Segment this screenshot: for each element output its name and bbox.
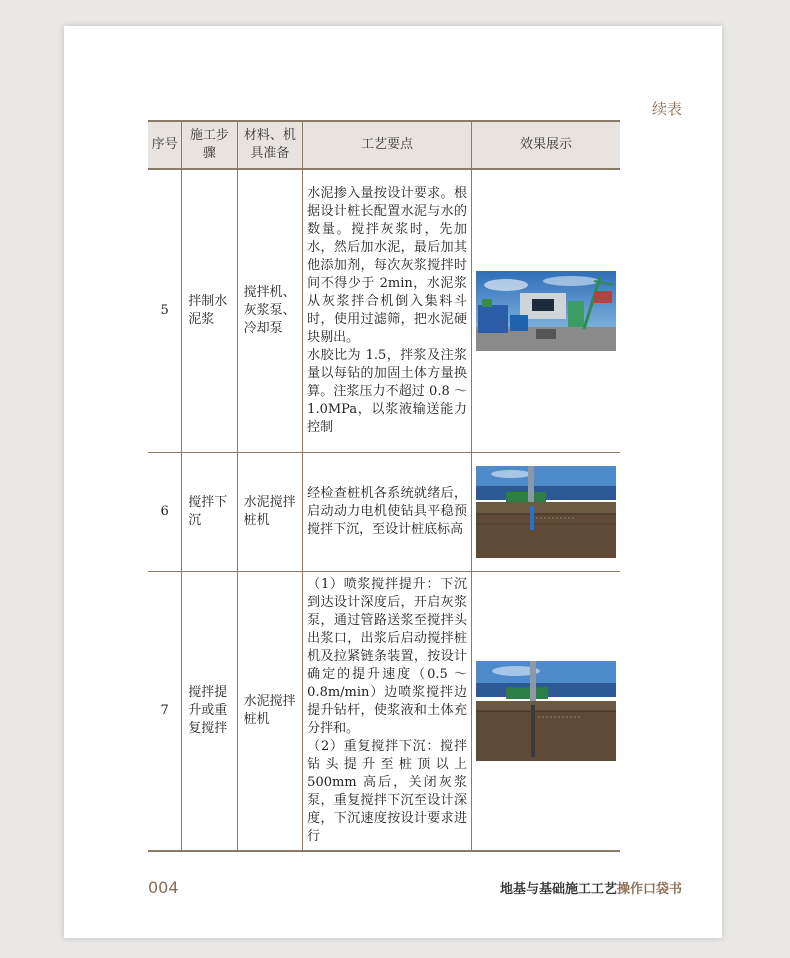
row-effect-image (471, 452, 620, 571)
book-title-main: 地基与基础施工工艺 (499, 882, 617, 897)
row-number: 6 (148, 452, 182, 571)
header-no: 序号 (148, 121, 182, 169)
page-number: 004 (148, 878, 179, 897)
row-step: 搅拌下沉 (182, 452, 237, 571)
header-step: 施工步骤 (182, 121, 237, 169)
row-effect-image (471, 169, 620, 452)
header-materials: 材料、机具准备 (237, 121, 303, 169)
row-key-points (303, 169, 472, 452)
key-point-paragraph: 经检查桩机各系统就绪后，启动动力电机使钻具平稳预搅拌下沉，至设计桩底标高 (307, 485, 467, 537)
key-point-paragraph: （1）喷浆搅拌提升：下沉到达设计深度后，开启灰浆泵，通过管路送浆至搅拌头出浆口，出浆后启动搅拌桩机及拉紧链条装置，按设计确定的提升速度（0.5 ～ 0.8m/min）边喷浆搅拌边提升钻杆，使浆液和土体充分拌和。 (307, 576, 467, 736)
key-point-paragraph: 水泥掺入量按设计要求。根据设计桩长配置水泥与水的数量。搅拌灰浆时，先加水，然后加水泥，最后加其他添加剂，每次灰浆搅拌时间不得少于 2min，水泥浆从灰浆拌合机倒入集料斗时，使用过滤筛，把水泥硬块剔出。 (307, 185, 467, 345)
row-number: 7 (148, 571, 182, 851)
pile-sinking-illustration (476, 466, 616, 558)
key-point-paragraph: （2）重复搅拌下沉：搅拌钻头提升至桩顶以上 500mm 高后，关闭灰浆泵，重复搅拌下沉至设计深度，下沉速度按设计要求进行 (307, 738, 467, 844)
key-point-paragraph: 水胶比为 1.5，拌浆及注浆量以每钻的加固土体方量换算。注浆压力不超过 0.8 ～ 1.0MPa，以浆液输送能力控制 (307, 347, 467, 435)
row-materials: 水泥搅拌桩机 (237, 571, 303, 851)
row-key-points (303, 571, 472, 851)
table-header-row (148, 121, 620, 169)
row-materials: 水泥搅拌桩机 (237, 452, 303, 571)
process-table (148, 120, 620, 852)
mixing-plant-illustration (476, 271, 616, 351)
header-effect: 效果展示 (471, 121, 620, 169)
book-page (64, 26, 722, 938)
row-step: 拌制水泥浆 (182, 169, 237, 452)
book-title-sub: 操作口袋书 (616, 882, 682, 897)
row-materials: 搅拌机、灰浆泵、冷却泵 (237, 169, 303, 452)
header-key-points: 工艺要点 (303, 121, 472, 169)
row-step: 搅拌提升或重复搅拌 (182, 571, 237, 851)
row-key-points (303, 452, 472, 571)
table-row (148, 452, 620, 571)
row-number: 5 (148, 169, 182, 452)
book-title (500, 878, 682, 897)
lifting-mixing-illustration (476, 661, 616, 761)
table-row (148, 169, 620, 452)
continued-label: 续表 (651, 100, 682, 118)
table-row (148, 571, 620, 851)
row-effect-image (471, 571, 620, 851)
